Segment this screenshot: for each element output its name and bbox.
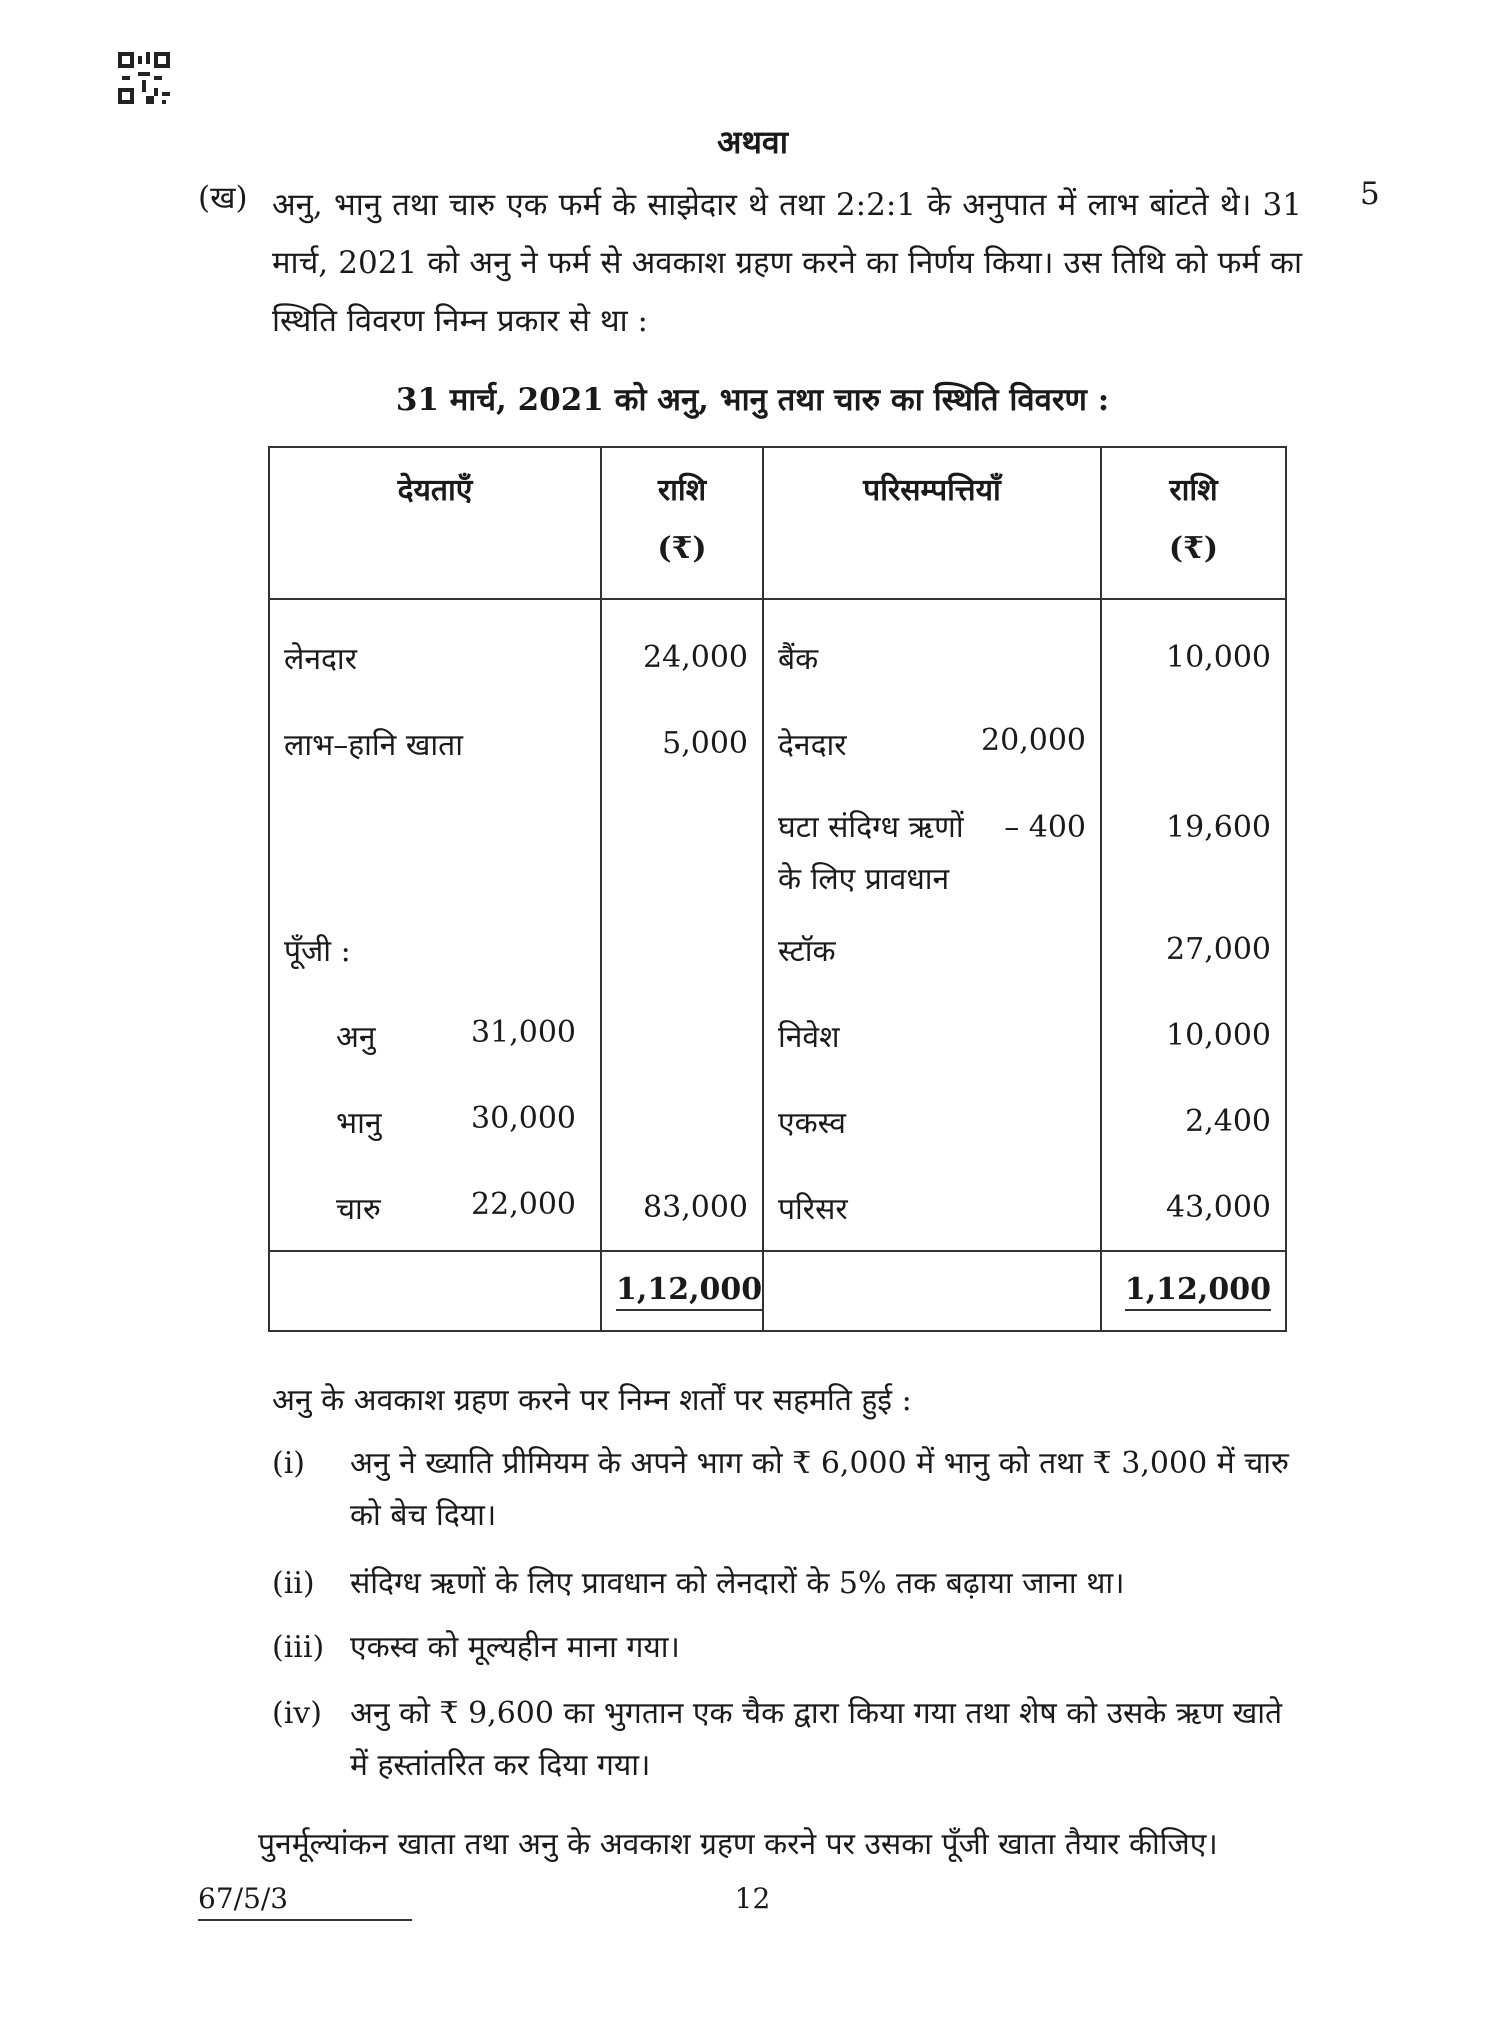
capital-cell (269, 1078, 601, 1164)
condition-item (272, 1438, 1302, 1542)
partner-name: भानु (336, 1105, 382, 1141)
liability-amount (601, 992, 763, 1078)
question-marks: 5 (1360, 176, 1380, 212)
asset-name: एकस्व (763, 1078, 1101, 1164)
asset-name: देनदार (778, 727, 847, 763)
table-row (269, 1078, 1286, 1164)
asset-name: परिसर (763, 1164, 1101, 1251)
liability-name: लाभ–हानि खाता (269, 700, 601, 786)
condition-text: एकस्व को मूल्यहीन माना गया। (350, 1630, 680, 1665)
asset-name: घटा संदिग्ध ऋणों के लिए प्रावधान (778, 810, 964, 897)
condition-text: संदिग्ध ऋणों के लिए प्रावधान को लेनदारों के 5% तक बढ़ाया जाना था। (350, 1566, 1125, 1601)
liability-name: पूँजी : (269, 906, 601, 992)
header-assets: परिसम्पत्तियाँ (763, 447, 1101, 599)
asset-name: स्टॉक (763, 906, 1101, 992)
total-row (269, 1251, 1286, 1331)
capital-cell (269, 992, 601, 1078)
asset-cell (763, 786, 1101, 906)
table-title: 31 मार्च, 2021 को अनु, भानु तथा चारु का स्थिति विवरण : (395, 382, 1110, 418)
liability-amount: 24,000 (601, 599, 763, 700)
asset-amount: 2,400 (1101, 1078, 1286, 1164)
capital-cell (269, 1164, 601, 1251)
asset-amount: 10,000 (1101, 992, 1286, 1078)
condition-label: (i) (272, 1446, 306, 1481)
liability-amount (601, 906, 763, 992)
question-label: (ख) (198, 180, 248, 216)
partner-name: चारु (336, 1191, 381, 1227)
conditions-intro: अनु के अवकाश ग्रहण करने पर निम्न शर्तों पर सहमति हुई : (272, 1383, 912, 1418)
partner-name: अनु (336, 1019, 376, 1055)
asset-amount: 43,000 (1101, 1164, 1286, 1251)
partner-capital: 22,000 (471, 1186, 576, 1222)
or-heading: अथवा (717, 123, 788, 161)
asset-subamount: – 400 (1004, 810, 1086, 845)
header-currency-label: (₹) (1168, 531, 1219, 566)
total-empty-cell (763, 1251, 1101, 1331)
asset-name: बैंक (763, 599, 1101, 700)
page-number: 12 (734, 1882, 771, 1915)
header-liab-amount (601, 447, 763, 599)
table-row (269, 599, 1286, 700)
asset-amount: 10,000 (1101, 599, 1286, 700)
total-assets: 1,12,000 (1125, 1271, 1271, 1311)
partner-capital: 30,000 (471, 1100, 576, 1136)
paper-code: 67/5/3 (198, 1882, 412, 1921)
partner-capital: 31,000 (471, 1014, 576, 1050)
condition-label: (iii) (272, 1630, 325, 1665)
header-currency-label: (₹) (657, 531, 707, 566)
asset-subamount: 20,000 (981, 722, 1086, 758)
condition-label: (ii) (272, 1566, 315, 1601)
table-row (269, 786, 1286, 906)
condition-text: अनु ने ख्याति प्रीमियम के अपने भाग को ₹ 6,000 में भानु को तथा ₹ 3,000 में चारु को बेच दिया। (350, 1446, 1289, 1533)
table-row (269, 906, 1286, 992)
qr-code-icon (118, 52, 170, 104)
question-text: अनु, भानु तथा चारु एक फर्म के साझेदार थे तथा 2:2:1 के अनुपात में लाभ बांटते थे। 31 मार्च, 2021 को अनु ने फर्म से अवकाश ग्रहण करने का निर्णय किया। उस तिथि को फर्म का स्थिति विवरण निम्न प्रकार से था : (272, 187, 1302, 339)
condition-label: (iv) (272, 1696, 322, 1731)
asset-amount: 19,600 (1101, 786, 1286, 906)
table-header-row (269, 447, 1286, 599)
liability-amount: 5,000 (601, 700, 763, 786)
balance-sheet-table (268, 446, 1287, 1332)
asset-amount (1101, 700, 1286, 786)
asset-cell (763, 700, 1101, 786)
asset-amount: 27,000 (1101, 906, 1286, 992)
liability-amount (601, 1078, 763, 1164)
condition-item (272, 1688, 1302, 1792)
header-amount-label: राशि (657, 473, 707, 508)
condition-item (272, 1622, 1302, 1674)
header-asset-amount (1101, 447, 1286, 599)
final-instruction: पुनर्मूल्यांकन खाता तथा अनु के अवकाश ग्रहण करने पर उसका पूँजी खाता तैयार कीजिए। (258, 1827, 1218, 1862)
total-liabilities: 1,12,000 (616, 1271, 762, 1311)
asset-name: निवेश (763, 992, 1101, 1078)
liability-amount (601, 786, 763, 906)
total-assets-cell (1101, 1251, 1286, 1331)
table-row (269, 992, 1286, 1078)
liability-amount: 83,000 (601, 1164, 763, 1251)
liability-name (269, 786, 601, 906)
total-empty-cell (269, 1251, 601, 1331)
table-row (269, 1164, 1286, 1251)
header-amount-label: राशि (1169, 473, 1218, 508)
total-liabilities-cell (601, 1251, 763, 1331)
table-row (269, 700, 1286, 786)
condition-item (272, 1558, 1302, 1610)
condition-text: अनु को ₹ 9,600 का भुगतान एक चैक द्वारा किया गया तथा शेष को उसके ऋण खाते में हस्तांतरित कर दिया गया। (350, 1696, 1283, 1783)
header-liabilities: देयताएँ (269, 447, 601, 599)
liability-name: लेनदार (269, 599, 601, 700)
